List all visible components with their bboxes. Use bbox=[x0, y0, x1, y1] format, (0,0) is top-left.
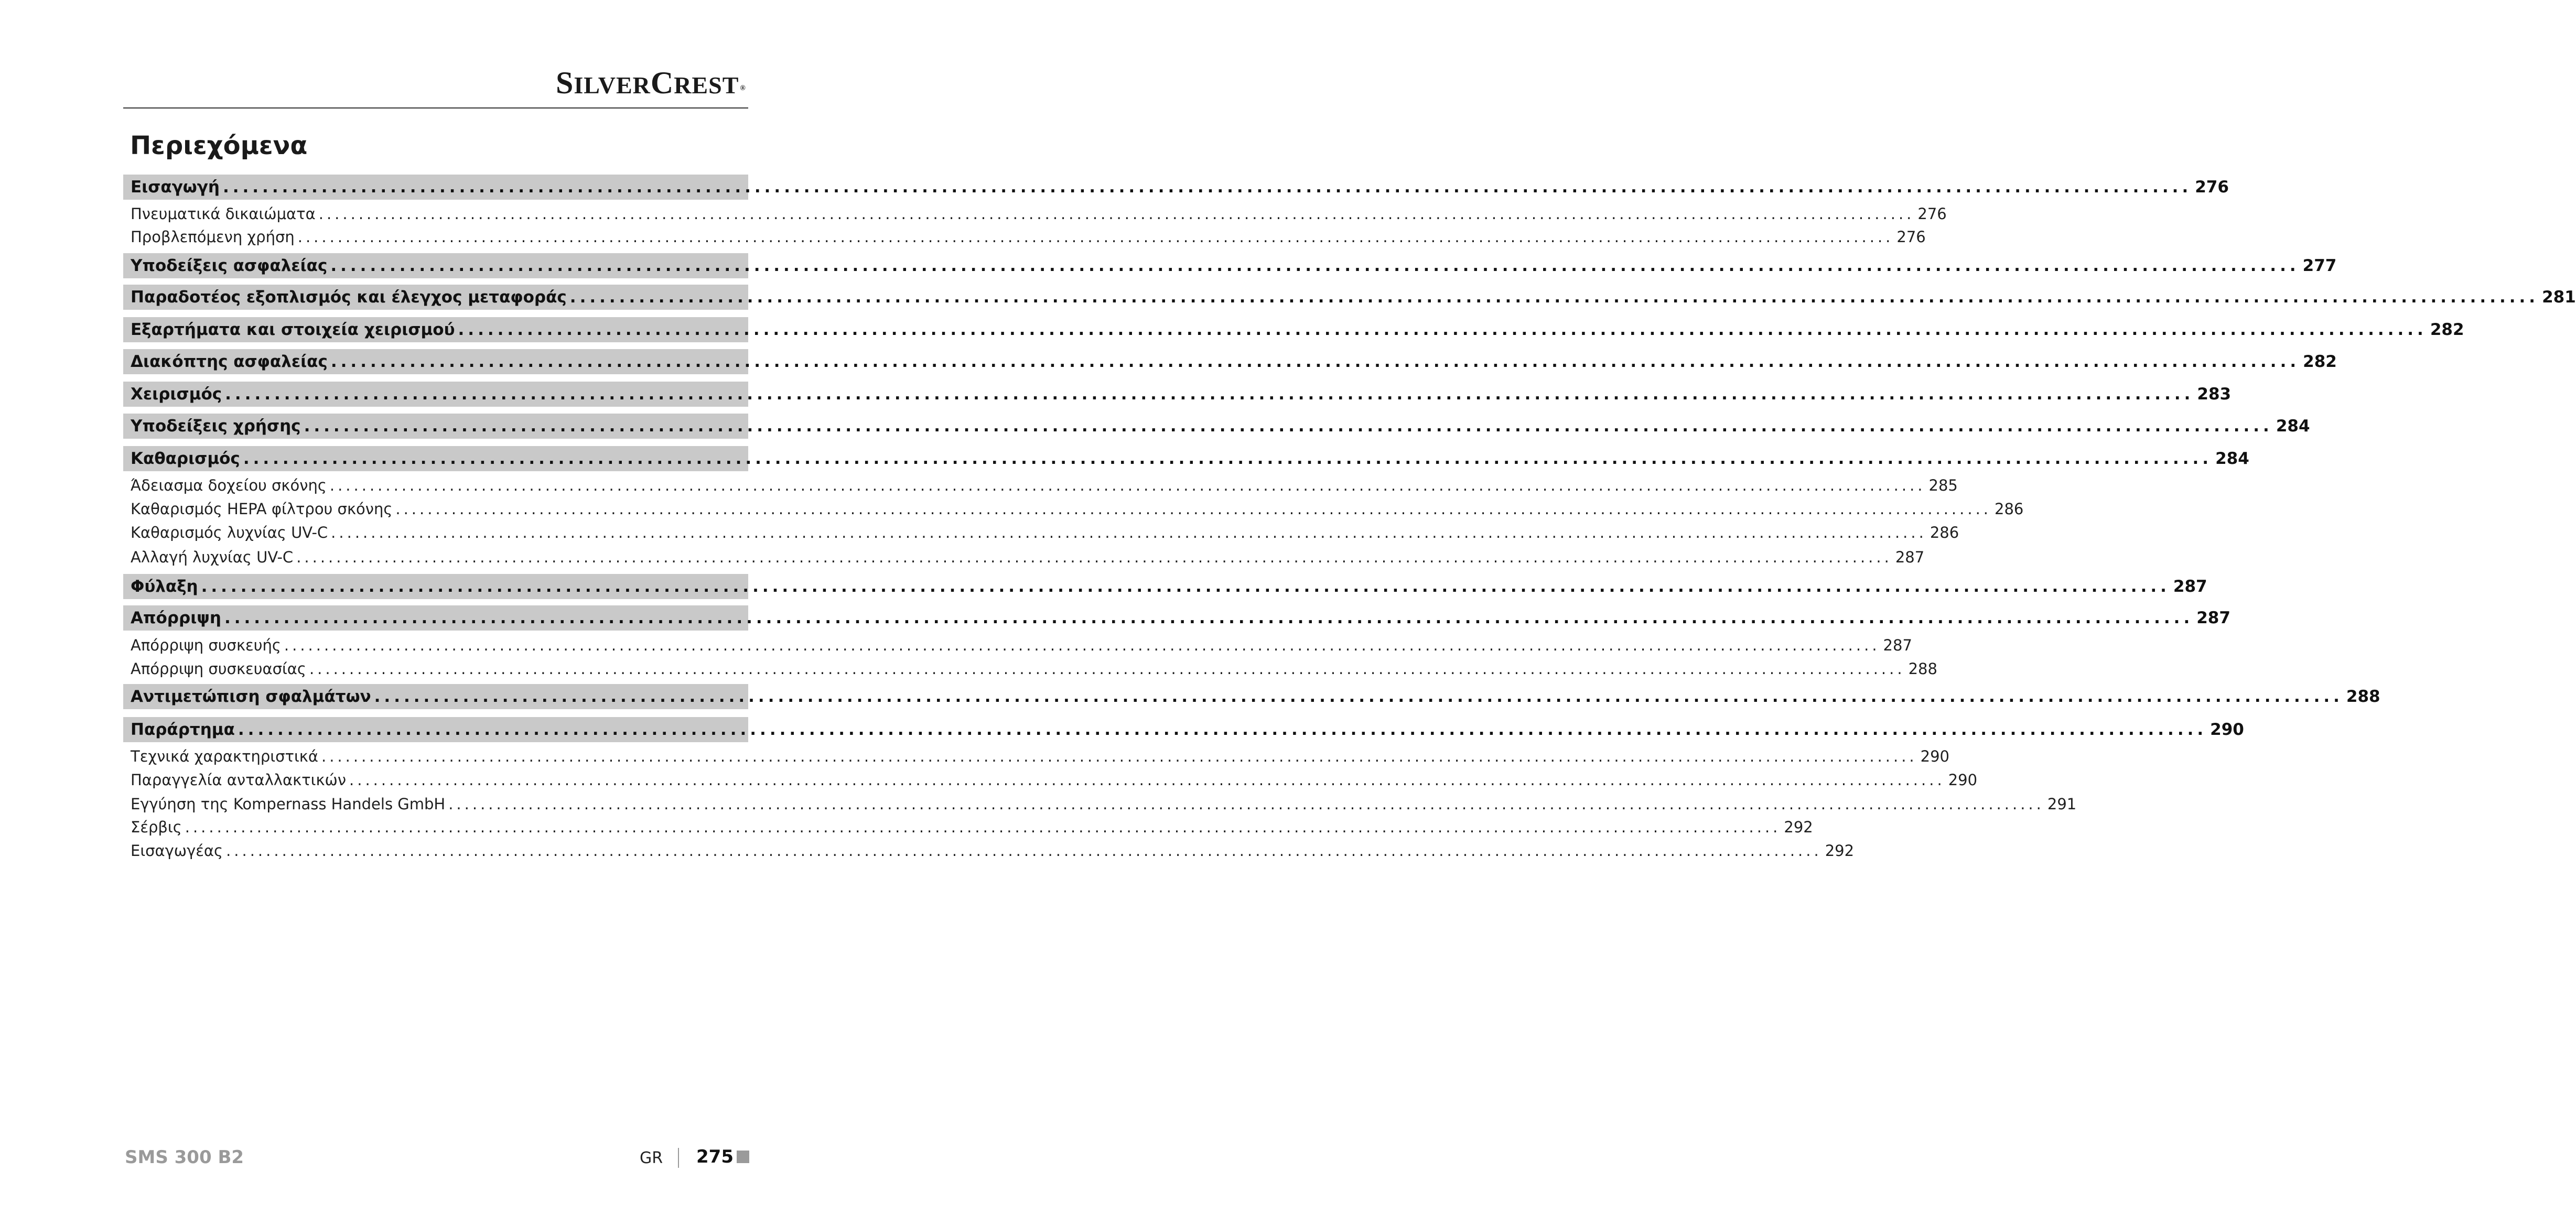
toc-page-number: 288 bbox=[1908, 659, 1937, 678]
toc-label: Προβλεπόμενη χρήση bbox=[131, 227, 295, 246]
page-title: Περιεχόμενα bbox=[130, 131, 308, 160]
toc-label: Άδειασμα δοχείου σκόνης bbox=[131, 476, 327, 494]
toc-page-number: 286 bbox=[1995, 500, 2024, 518]
toc-subsection[interactable] bbox=[123, 497, 2024, 520]
toc-page-number: 276 bbox=[1917, 204, 1947, 223]
toc-dot-leader: ........................................................................................................................................................................................................ bbox=[304, 417, 2273, 436]
toc-dot-leader: ........................................................................................................................................................................................................ bbox=[318, 204, 1915, 223]
toc-subsection[interactable] bbox=[123, 839, 1855, 862]
toc-label: Φύλαξη bbox=[131, 577, 198, 596]
toc-dot-leader: ........................................................................................................................................................................................................ bbox=[374, 687, 2343, 706]
toc-dot-leader: ........................................................................................................................................................................................................ bbox=[349, 771, 1945, 789]
toc-label: Εισαγωγέας bbox=[131, 841, 223, 860]
toc-section[interactable] bbox=[123, 285, 2576, 310]
toc-section[interactable] bbox=[123, 349, 2337, 374]
toc-label: Παραδοτέος εξοπλισμός και έλεγχος μεταφοράς bbox=[131, 288, 567, 307]
toc-dot-leader: ........................................................................................................................................................................................................ bbox=[238, 720, 2207, 739]
toc-dot-leader: ........................................................................................................................................................................................................ bbox=[243, 449, 2213, 468]
footer-divider bbox=[678, 1148, 679, 1168]
toc-subsection[interactable] bbox=[123, 657, 1937, 680]
toc-page-number: 290 bbox=[1948, 771, 1978, 789]
toc-page-number: 284 bbox=[2215, 449, 2249, 468]
toc-label: Υποδείξεις χρήσης bbox=[131, 417, 301, 436]
toc-dot-leader: ........................................................................................................................................................................................................ bbox=[225, 385, 2194, 404]
toc-page-number: 290 bbox=[2210, 720, 2244, 739]
toc-label: Αντιμετώπιση σφαλμάτων bbox=[131, 687, 371, 706]
toc-label: Πνευματικά δικαιώματα bbox=[131, 204, 316, 223]
toc-section[interactable] bbox=[123, 414, 2310, 439]
toc-page-number: 292 bbox=[1825, 841, 1855, 860]
header-rule bbox=[123, 107, 748, 109]
toc-dot-leader: ........................................................................................................................................................................................................ bbox=[185, 818, 1781, 836]
toc-page-number: 276 bbox=[2195, 178, 2229, 197]
toc-label: Καθαρισμός bbox=[131, 449, 240, 468]
toc-label: Παράρτημα bbox=[131, 720, 235, 739]
toc-page-number: 282 bbox=[2430, 320, 2464, 339]
toc-page-number: 287 bbox=[1883, 636, 1912, 654]
toc-section[interactable] bbox=[123, 253, 2337, 278]
toc-page-number: 287 bbox=[2173, 577, 2207, 596]
toc-section[interactable] bbox=[123, 717, 2244, 742]
toc-section[interactable] bbox=[123, 605, 2230, 631]
toc-subsection[interactable] bbox=[123, 202, 1947, 225]
toc-label: Απόρριψη bbox=[131, 609, 221, 627]
toc-page-number: 287 bbox=[1895, 548, 1925, 566]
toc-dot-leader: ........................................................................................................................................................................................................ bbox=[330, 256, 2300, 275]
toc-page-number: 290 bbox=[1920, 747, 1949, 765]
toc-subsection[interactable] bbox=[123, 768, 1978, 791]
toc-dot-leader: ........................................................................................................................................................................................................ bbox=[569, 288, 2539, 307]
toc-page-number: 285 bbox=[1928, 476, 1958, 494]
footer-model: SMS 300 B2 bbox=[125, 1147, 244, 1168]
footer-language: GR bbox=[640, 1149, 663, 1167]
toc-label: Καθαρισμός HEPA φίλτρου σκόνης bbox=[131, 500, 393, 518]
footer-square-marker bbox=[737, 1151, 749, 1163]
toc-section[interactable] bbox=[123, 446, 2249, 471]
toc-dot-leader: ........................................................................................................................................................................................................ bbox=[226, 841, 1822, 860]
toc-subsection[interactable] bbox=[123, 792, 2077, 816]
toc-dot-leader: ........................................................................................................................................................................................................ bbox=[331, 523, 1927, 541]
toc-dot-leader: ........................................................................................................................................................................................................ bbox=[201, 577, 2170, 596]
toc-page-number: 276 bbox=[1896, 227, 1926, 246]
toc-label: Απόρριψη συσκευασίας bbox=[131, 659, 306, 678]
toc-dot-leader: ........................................................................................................................................................................................................ bbox=[448, 795, 2044, 813]
toc-dot-leader: ........................................................................................................................................................................................................ bbox=[309, 659, 1905, 678]
toc-section[interactable] bbox=[123, 574, 2207, 599]
toc-page-number: 291 bbox=[2047, 795, 2077, 813]
toc-section[interactable] bbox=[123, 175, 2229, 200]
toc-page-number: 292 bbox=[1784, 818, 1813, 836]
toc-page-number: 286 bbox=[1930, 523, 1959, 541]
toc-label: Διακόπτης ασφαλείας bbox=[131, 352, 328, 371]
toc-dot-leader: ........................................................................................................................................................................................................ bbox=[395, 500, 1992, 518]
toc-dot-leader: ........................................................................................................................................................................................................ bbox=[329, 476, 1926, 494]
toc-label: Εξαρτήματα και στοιχεία χειρισμού bbox=[131, 320, 455, 339]
toc-subsection[interactable] bbox=[123, 520, 1959, 544]
toc-label: Αλλαγή λυχνίας UV-C bbox=[131, 548, 294, 566]
toc-page-number: 284 bbox=[2276, 417, 2310, 436]
table-of-contents bbox=[123, 175, 2576, 861]
toc-label: Εγγύηση της Kompernass Handels GmbH bbox=[131, 795, 446, 813]
toc-label: Σέρβις bbox=[131, 818, 182, 836]
toc-dot-leader: ........................................................................................................................................................................................................ bbox=[224, 609, 2194, 627]
toc-subsection[interactable] bbox=[123, 473, 1958, 497]
toc-dot-leader: ........................................................................................................................................................................................................ bbox=[297, 227, 1894, 246]
toc-dot-leader: ........................................................................................................................................................................................................ bbox=[321, 747, 1917, 765]
toc-section[interactable] bbox=[123, 382, 2232, 407]
toc-label: Παραγγελία ανταλλακτικών bbox=[131, 771, 347, 789]
toc-subsection[interactable] bbox=[123, 744, 1949, 768]
toc-section[interactable] bbox=[123, 317, 2464, 342]
toc-page-number: 281 bbox=[2542, 288, 2576, 307]
brand-logo: SILVERCREST ® bbox=[556, 66, 746, 100]
toc-label: Χειρισμός bbox=[131, 385, 222, 404]
toc-subsection[interactable] bbox=[123, 815, 1813, 839]
toc-page-number: 288 bbox=[2346, 687, 2380, 706]
toc-section[interactable] bbox=[123, 684, 2380, 709]
toc-label: Εισαγωγή bbox=[131, 178, 220, 197]
toc-dot-leader: ........................................................................................................................................................................................................ bbox=[458, 320, 2427, 339]
toc-label: Καθαρισμός λυχνίας UV-C bbox=[131, 523, 328, 541]
toc-page-number: 277 bbox=[2302, 256, 2337, 275]
toc-subsection[interactable] bbox=[123, 225, 1926, 248]
toc-label: Απόρριψη συσκευής bbox=[131, 636, 281, 654]
toc-page-number: 283 bbox=[2197, 385, 2232, 404]
toc-dot-leader: ........................................................................................................................................................................................................ bbox=[284, 636, 1880, 654]
footer-page-number: 275 bbox=[696, 1146, 734, 1167]
toc-subsection[interactable] bbox=[123, 545, 1925, 569]
toc-page-number: 282 bbox=[2303, 352, 2337, 371]
toc-page-number: 287 bbox=[2196, 609, 2230, 627]
toc-label: Υποδείξεις ασφαλείας bbox=[131, 256, 328, 275]
toc-dot-leader: ........................................................................................................................................................................................................ bbox=[330, 352, 2300, 371]
toc-subsection[interactable] bbox=[123, 633, 1912, 657]
toc-label: Τεχνικά χαρακτηριστικά bbox=[131, 747, 318, 765]
toc-dot-leader: ........................................................................................................................................................................................................ bbox=[296, 548, 1892, 566]
toc-dot-leader: ........................................................................................................................................................................................................ bbox=[222, 178, 2192, 197]
